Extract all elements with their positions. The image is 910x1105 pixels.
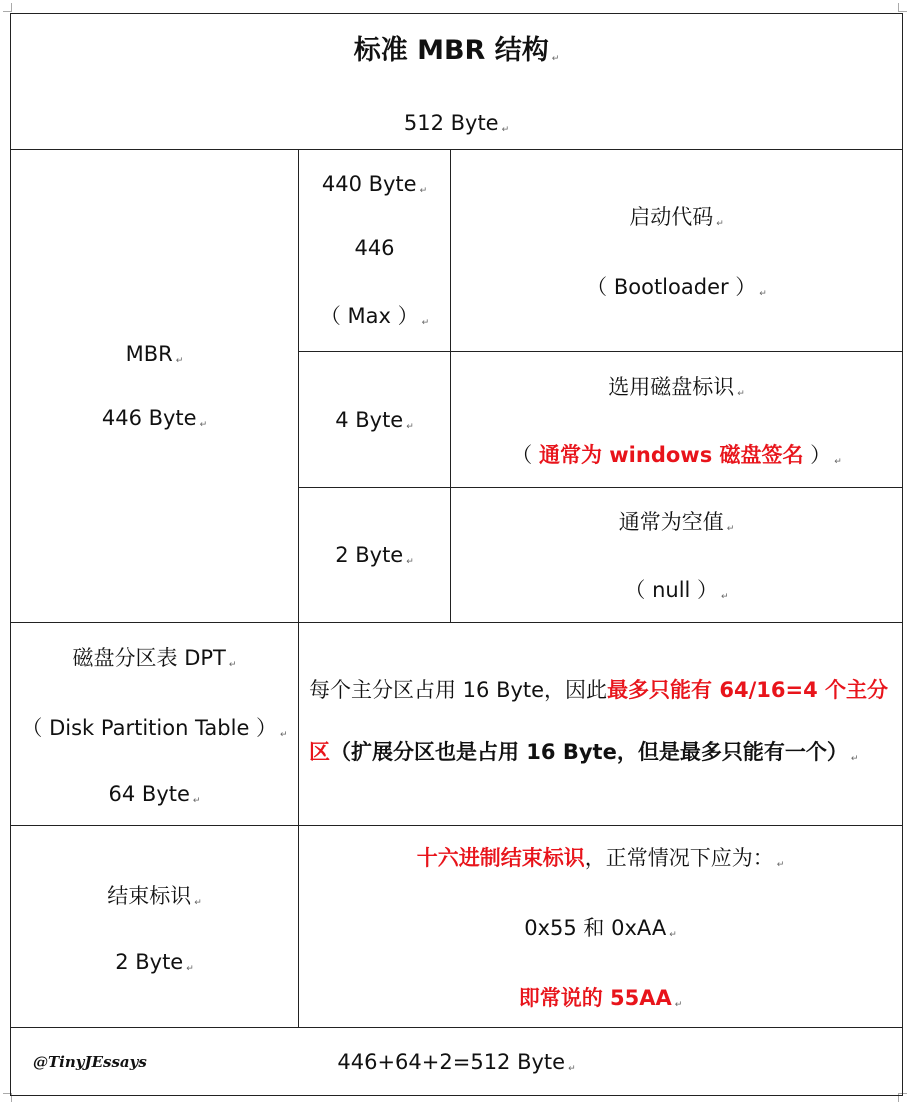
bootloader-desc-cell [451,150,903,352]
header-cell [11,14,903,150]
mbr-label-cell [11,150,299,623]
dpt-desc-cell [299,623,903,826]
bootloader-size-cell [299,150,451,352]
disk-id-desc-cell [451,352,903,488]
total-size: 512 Byte ↵ [11,111,902,135]
bootloader-size: 440 Byte ↵ [299,172,450,196]
dpt-full-name: （ Disk Partition Table ） ↵ [11,712,298,742]
bootloader-size-max-label: （ Max ） ↵ [299,300,450,330]
bootloader-desc: 启动代码 ↵ [451,201,902,231]
dpt-desc-note: （扩展分区也是占用 16 Byte，但是最多只能有一个） ↵ [330,740,858,764]
disk-id-size-cell [299,352,451,488]
null-desc-cell [451,488,903,623]
author-signature: @TinyJEssays [33,1052,147,1071]
mbr-name: MBR ↵ [11,342,298,366]
end-marker-size: 2 Byte ↵ [11,950,298,974]
end-marker-highlight: 十六进制结束标识 [416,845,585,870]
disk-id-note-highlight: 通常为 windows 磁盘签名 [538,442,804,467]
null-size: 2 Byte ↵ [299,543,450,567]
disk-id-note: （ 通常为 windows 磁盘签名 ） ↵ [451,439,902,469]
mbr-size: 446 Byte ↵ [11,406,298,430]
dpt-name: 磁盘分区表 DPT ↵ [11,642,298,672]
dpt-label-cell [11,623,299,826]
end-marker-desc-line1: 十六进制结束标识，正常情况下应为： ↵ [299,842,902,872]
end-marker-bytes: 0x55 和 0xAA ↵ [299,912,902,942]
end-marker-alias: 即常说的 55AA ↵ [299,982,902,1012]
end-marker-desc-cell [299,826,903,1028]
end-marker-name: 结束标识 ↵ [11,880,298,910]
disk-id-desc: 选用磁盘标识 ↵ [451,371,902,401]
dpt-size: 64 Byte ↵ [11,782,298,806]
size-sum: 446+64+2=512 Byte ↵ [337,1050,575,1074]
page-corner-mark [3,3,12,12]
dpt-desc-highlight: 最多只能有 64/16=4 个主分区 [309,677,889,764]
mbr-structure-table [10,13,903,1096]
null-desc: 通常为空值 ↵ [451,506,902,536]
null-size-cell [299,488,451,623]
disk-id-size: 4 Byte ↵ [299,408,450,432]
bootloader-desc-en: （ Bootloader ） ↵ [451,271,902,301]
bootloader-size-max: 446 [354,235,395,260]
page-corner-mark [898,3,907,12]
footer-cell [11,1028,903,1096]
table-title: 标准 MBR 结构 ↵ [11,28,902,67]
end-marker-label-cell [11,826,299,1028]
null-desc-en: （ null ） ↵ [451,574,902,604]
dpt-desc-plain: 每个主分区占用 16 Byte，因此 [309,677,608,702]
